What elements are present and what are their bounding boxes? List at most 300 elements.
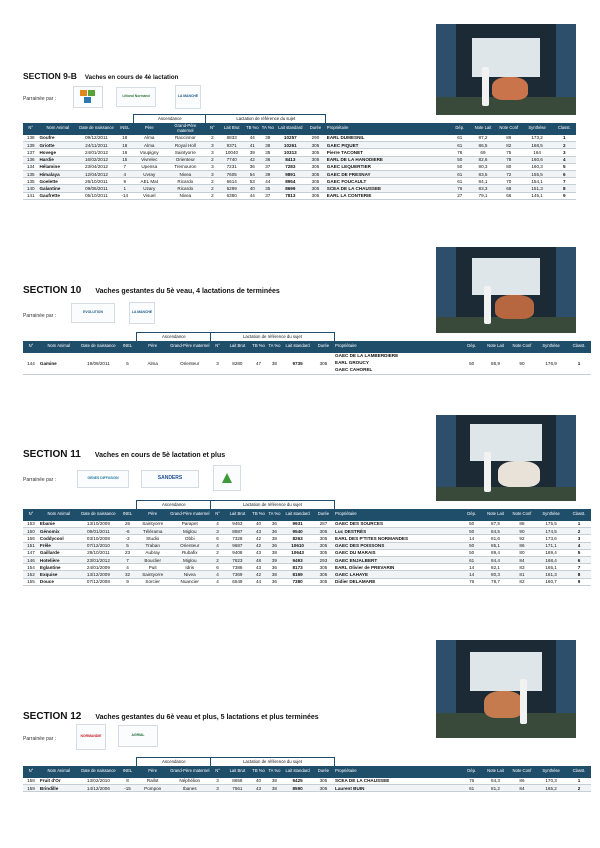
column-header: Classt. xyxy=(567,341,591,353)
table-cell: Goelette xyxy=(38,178,77,185)
table-cell: 66 xyxy=(496,192,522,199)
table-cell: 61 xyxy=(461,785,482,792)
table-cell: 305 xyxy=(313,535,334,542)
table-cell: 8263 xyxy=(282,535,312,542)
table-cell: Traban xyxy=(137,542,169,549)
table-cell: 82 xyxy=(496,142,522,149)
table-cell: 13/10/2009 xyxy=(79,521,119,528)
table-row xyxy=(23,163,576,170)
sponsor-logo: LA MANCHE xyxy=(175,85,201,109)
table-cell: 50 xyxy=(461,521,482,528)
column-header: N° xyxy=(211,341,224,353)
section-10 xyxy=(0,215,600,415)
table-cell: 03/10/2008 xyxy=(79,535,119,542)
table-cell: 36 xyxy=(245,163,260,170)
table-cell: -15 xyxy=(118,785,137,792)
table-cell: Alma xyxy=(134,142,165,149)
table-cell: Eglantine xyxy=(39,564,79,571)
table-cell: 38 xyxy=(267,778,283,785)
table-cell: 40 xyxy=(245,185,260,192)
table-cell: 38 xyxy=(260,142,275,149)
table-cell: 9493 xyxy=(282,556,312,563)
table-cell: -14 xyxy=(116,192,134,199)
section-11 xyxy=(0,415,600,640)
table-cell: 2 xyxy=(206,135,219,142)
table-cell: EARL DUMESNIL xyxy=(326,135,450,142)
table-row xyxy=(23,156,576,163)
table-cell: 2 xyxy=(567,785,591,792)
table-cell: 3 xyxy=(206,149,219,156)
table-row xyxy=(23,185,576,192)
column-header: Synthèse xyxy=(522,123,553,135)
table-cell: 144 xyxy=(23,353,39,375)
table-cell: GAEC DE FRESNAY xyxy=(326,170,450,177)
table-cell: 43 xyxy=(251,564,267,571)
column-header: TA %o xyxy=(267,509,283,521)
table-cell: GAEC PIQUET xyxy=(326,142,450,149)
table-cell: 13/02/2010 xyxy=(79,778,119,785)
table-cell: 80,3 xyxy=(482,571,508,578)
table-cell: 85,1 xyxy=(482,542,508,549)
table-cell: 50 xyxy=(461,542,482,549)
table-cell: Luc DESTRÉS xyxy=(334,528,461,535)
column-header: Nom Animal xyxy=(39,766,79,778)
table-cell: 43 xyxy=(251,528,267,535)
table-cell: 135 xyxy=(23,178,38,185)
table-cell: Vivrelec xyxy=(134,156,165,163)
sponsor-logo: SANDERS xyxy=(141,470,199,488)
table-cell: Télérama xyxy=(137,528,169,535)
column-header: INEL xyxy=(118,509,137,521)
table-cell: 39 xyxy=(260,135,275,142)
table-cell: Frêle xyxy=(39,542,79,549)
table-cell: 305 xyxy=(305,142,326,149)
table-cell: 86,9 xyxy=(482,353,508,375)
table-cell: 26/10/2011 xyxy=(77,178,116,185)
sponsor-logo xyxy=(213,465,241,491)
table-cell: 7283 xyxy=(276,163,306,170)
table-cell: 4 xyxy=(211,542,224,549)
section-12 xyxy=(0,640,600,848)
table-cell: 80 xyxy=(509,549,535,556)
sponsor-label: Parrainée par : xyxy=(23,736,57,742)
table-cell: 39 xyxy=(245,149,260,156)
table-cell: 140 xyxy=(23,185,38,192)
table-cell: 82,6 xyxy=(470,156,496,163)
table-cell: 165,1 xyxy=(535,564,567,571)
table-cell: 139 xyxy=(23,142,38,149)
table-cell: 78,7 xyxy=(482,578,508,585)
table-cell: 83,3 xyxy=(470,185,496,192)
table-cell: 164 xyxy=(522,149,553,156)
table-cell: 3 xyxy=(553,149,576,156)
table-cell: 76 xyxy=(450,149,471,156)
table-cell: 9 xyxy=(553,192,576,199)
table-cell: 168,4 xyxy=(535,556,567,563)
table-cell: 8658 xyxy=(224,778,250,785)
table-cell: 4 xyxy=(211,521,224,528)
section-9b xyxy=(0,0,600,215)
table-cell: 44 xyxy=(245,192,260,199)
table-cell: 9425 xyxy=(282,778,312,785)
table-cell: 68 xyxy=(496,185,522,192)
table-cell: 27 xyxy=(450,192,471,199)
column-header: Nom Animal xyxy=(39,341,79,353)
sponsor-logo: LA MANCHE xyxy=(129,302,155,324)
table-cell: Pompon xyxy=(137,785,169,792)
table-cell: 47 xyxy=(251,353,267,375)
table-cell: 50 xyxy=(461,528,482,535)
table-cell: 146 xyxy=(23,556,39,563)
section-title: SECTION 11 Vaches en cours de 5è lactation et plus xyxy=(23,449,226,460)
table-cell: 88 xyxy=(509,521,535,528)
column-header: TB %o xyxy=(251,341,267,353)
section-subtitle: Vaches gestantes du 5è veau, 4 lactations de terminées xyxy=(95,288,280,295)
table-cell: Himalaya xyxy=(38,170,77,177)
table-cell: Raccinnor xyxy=(165,135,206,142)
table-cell: Uzary xyxy=(134,185,165,192)
table-cell: Visuel xyxy=(134,192,165,199)
section-photo xyxy=(436,415,576,507)
section-title: SECTION 9-B Vaches en cours de 4è lactation xyxy=(23,71,179,81)
column-header: Dép. xyxy=(461,766,482,778)
table-cell: 2 xyxy=(206,192,219,199)
table-cell: SCEA DE LA CHAUSSEE xyxy=(326,185,450,192)
table-cell: 305 xyxy=(313,578,334,585)
table-cell: 4 xyxy=(211,571,224,578)
table-cell: 07/12/2010 xyxy=(79,542,119,549)
table-row xyxy=(23,535,591,542)
table-cell: Ibanes xyxy=(169,785,211,792)
table-cell: 174,5 xyxy=(535,528,567,535)
table-cell: 36 xyxy=(267,521,283,528)
table-cell: 7 xyxy=(553,178,576,185)
table-cell: 7328 xyxy=(224,535,250,542)
table-cell: 7 xyxy=(116,163,134,170)
table-cell: 7605 xyxy=(219,170,245,177)
table-cell: Génomix xyxy=(39,528,79,535)
section-subtitle: Vaches en cours de 4è lactation xyxy=(84,74,179,81)
table-cell: GAEC DES SOURCES xyxy=(334,521,461,528)
table-cell: 9463 xyxy=(224,521,250,528)
column-header: Dép. xyxy=(461,509,482,521)
table-cell: 8169 xyxy=(282,571,312,578)
table-cell: Miglou xyxy=(169,556,211,563)
table-cell: EARL DE LA HANODIERE xyxy=(326,156,450,163)
band-header-lactation: Lactation de référence du sujet xyxy=(211,333,334,341)
column-header: Lait standard xyxy=(276,123,306,135)
table-cell: 2 xyxy=(553,142,576,149)
table-cell: 84 xyxy=(509,785,535,792)
table-cell: 305 xyxy=(313,564,334,571)
table-cell: 7561 xyxy=(224,785,250,792)
section-photo xyxy=(436,247,576,339)
table-cell: 4 xyxy=(116,170,134,177)
table-cell: 24/11/2011 xyxy=(77,142,116,149)
sponsor-label: Parrainée par : xyxy=(23,313,57,319)
table-cell: 42 xyxy=(251,535,267,542)
table-cell: GAEC DU MARAIS xyxy=(334,549,461,556)
table-cell: Alma xyxy=(134,135,165,142)
band-header-ascendance: Ascendance xyxy=(134,115,206,123)
table-cell: 41 xyxy=(245,142,260,149)
table-cell: EARL Olivier de PREVARIN xyxy=(334,564,461,571)
table-cell: 152 xyxy=(23,571,39,578)
table-row xyxy=(23,549,591,556)
table-cell: 86 xyxy=(509,542,535,549)
table-cell: AEL Mat xyxy=(134,178,165,185)
table-cell: 3 xyxy=(206,163,219,170)
table-cell: 10313 xyxy=(276,149,306,156)
table-cell: Nivea xyxy=(165,192,206,199)
table-cell: 40 xyxy=(251,521,267,528)
band-header-lactation: Lactation de référence du sujet xyxy=(211,501,334,509)
table-cell: 5 xyxy=(567,549,591,556)
table-cell: 147 xyxy=(23,549,39,556)
table-cell: 6 xyxy=(211,564,224,571)
table-row xyxy=(23,353,591,375)
table-cell: 79,1 xyxy=(470,192,496,199)
table-cell: 176,9 xyxy=(535,353,567,375)
table-row xyxy=(23,528,591,535)
table-cell: Voupigny xyxy=(134,149,165,156)
column-header: Lait Brut xyxy=(219,123,245,135)
table-cell: Hovege xyxy=(38,149,77,156)
table-cell: 305 xyxy=(305,149,326,156)
section-subtitle: Vaches gestantes du 6è veau et plus, 5 lactations et plus terminées xyxy=(95,714,319,721)
table-cell: 82 xyxy=(509,578,535,585)
table-cell: 160,3 xyxy=(522,163,553,170)
table-cell: Uvray xyxy=(134,170,165,177)
table-cell: 159 xyxy=(23,785,39,792)
table-cell: 1 xyxy=(567,778,591,785)
table-cell: 8 xyxy=(118,778,137,785)
ranking-table xyxy=(23,114,576,200)
table-cell: 9735 xyxy=(282,353,312,375)
table-cell: 90 xyxy=(509,528,535,535)
table-cell: 37 xyxy=(260,192,275,199)
table-cell: Gaufrette xyxy=(38,192,77,199)
sponsor-logo: EVOLUTION xyxy=(71,303,115,323)
section-photo xyxy=(436,640,576,738)
table-cell: 44 xyxy=(245,135,260,142)
table-cell: 169,4 xyxy=(535,549,567,556)
table-cell: 135 xyxy=(23,170,38,177)
table-cell: Hotelière xyxy=(39,556,79,563)
table-cell: 151 xyxy=(23,542,39,549)
table-cell: 155,5 xyxy=(522,170,553,177)
table-cell: 24/01/2009 xyxy=(79,564,119,571)
table-cell: 7813 xyxy=(276,192,306,199)
table-cell: 7 xyxy=(118,556,137,563)
table-cell: 39 xyxy=(267,556,283,563)
table-cell: 80,3 xyxy=(470,163,496,170)
column-header: Date de naissance xyxy=(77,123,116,135)
table-cell: 7231 xyxy=(219,163,245,170)
table-cell: 4 xyxy=(567,542,591,549)
table-cell: Saintyorre xyxy=(137,571,169,578)
column-header: Date de naissance xyxy=(79,766,119,778)
table-cell: 5 xyxy=(118,542,137,549)
sponsor-logo: AGRIAL xyxy=(118,725,158,747)
table-cell: 9931 xyxy=(282,521,312,528)
table-cell: Galantine xyxy=(38,185,77,192)
table-cell: 53 xyxy=(245,178,260,185)
table-cell: GAEC LEQUERTIER xyxy=(326,163,450,170)
table-cell: 76 xyxy=(461,778,482,785)
table-cell: 293 xyxy=(313,556,334,563)
table-cell: 14 xyxy=(461,571,482,578)
column-header: TA %o xyxy=(267,341,283,353)
table-cell: 6549 xyxy=(224,578,250,585)
ranking-table xyxy=(23,757,591,792)
table-cell: 44 xyxy=(260,178,275,185)
table-row xyxy=(23,135,576,142)
table-cell: Puit xyxy=(137,564,169,571)
table-cell: 07/12/2008 xyxy=(79,578,119,585)
table-row xyxy=(23,785,591,792)
column-header: TA %o xyxy=(267,766,283,778)
column-header: Durée xyxy=(305,123,326,135)
section-photo xyxy=(436,24,576,122)
table-cell: 84 xyxy=(509,556,535,563)
table-cell: 154,1 xyxy=(522,178,553,185)
table-cell: Hardie xyxy=(38,156,77,163)
table-cell: 23/04/2012 xyxy=(77,163,116,170)
table-cell: 76 xyxy=(461,578,482,585)
table-cell: 290 xyxy=(305,135,326,142)
table-cell: 75 xyxy=(496,149,522,156)
table-cell: 7 xyxy=(567,564,591,571)
table-cell: 9371 xyxy=(219,142,245,149)
column-header: N° xyxy=(23,766,39,778)
table-cell: 36 xyxy=(267,578,283,585)
column-header: Dép. xyxy=(450,123,471,135)
table-cell: 83,5 xyxy=(470,170,496,177)
table-cell: Nivea xyxy=(165,170,206,177)
table-cell: 134 xyxy=(23,163,38,170)
table-cell: Orienteur xyxy=(169,542,211,549)
table-cell: Fruit d'Or xyxy=(39,778,79,785)
table-cell: 82,1 xyxy=(482,564,508,571)
table-cell: 43 xyxy=(251,549,267,556)
column-header: Note Lait xyxy=(482,509,508,521)
column-header: Note Lait xyxy=(470,123,496,135)
table-cell: 50 xyxy=(450,156,471,163)
column-header: N° xyxy=(211,766,224,778)
table-cell: Nivea xyxy=(169,571,211,578)
table-cell: 8833 xyxy=(219,135,245,142)
table-cell: 1 xyxy=(553,135,576,142)
table-cell: 9 xyxy=(567,578,591,585)
table-cell: Ricardo xyxy=(165,185,206,192)
table-cell: Gaillarde xyxy=(39,549,79,556)
table-cell: 42 xyxy=(251,542,267,549)
table-cell: Aubray xyxy=(137,549,169,556)
table-cell: 9 xyxy=(116,178,134,185)
table-cell: 3 xyxy=(206,170,219,177)
table-cell: 2 xyxy=(206,185,219,192)
table-cell: 89,4 xyxy=(482,549,508,556)
table-cell: 40 xyxy=(251,778,267,785)
table-cell: 6614 xyxy=(219,178,245,185)
table-cell: 61 xyxy=(450,178,471,185)
column-header: Note Conf xyxy=(509,766,535,778)
table-cell: 6 xyxy=(211,535,224,542)
table-cell: 14 xyxy=(461,564,482,571)
table-cell: 160,6 xyxy=(522,156,553,163)
table-cell: 8954 xyxy=(276,178,306,185)
table-cell: 18 xyxy=(116,142,134,149)
band-header-ascendance: Ascendance xyxy=(137,501,211,509)
table-cell: 5 xyxy=(118,353,137,375)
table-cell: 137 xyxy=(23,149,38,156)
table-cell: 10261 xyxy=(276,142,306,149)
column-header: TA %o xyxy=(260,123,275,135)
table-cell: 69 xyxy=(470,149,496,156)
table-cell: 8413 xyxy=(276,156,306,163)
table-cell: 154 xyxy=(23,564,39,571)
column-header: Propriétaire xyxy=(334,341,461,353)
table-cell: 84,4 xyxy=(482,556,508,563)
table-cell: 155 xyxy=(23,578,39,585)
table-cell: 23/01/2012 xyxy=(79,556,119,563)
table-cell: 50 xyxy=(461,353,482,375)
table-cell: 36 xyxy=(267,542,283,549)
column-header: Grand-Père maternel xyxy=(169,341,211,353)
column-header: Propriétaire xyxy=(334,509,461,521)
table-cell: 305 xyxy=(313,528,334,535)
table-cell: -3 xyxy=(118,535,137,542)
table-cell: 10610 xyxy=(282,542,312,549)
ranking-table xyxy=(23,500,591,586)
table-cell: Coddycool xyxy=(39,535,79,542)
sponsor-label: Parrainée par : xyxy=(23,96,57,102)
table-cell: -6 xyxy=(118,528,137,535)
table-cell: 138 xyxy=(23,135,38,142)
column-header: Nom Animal xyxy=(39,509,79,521)
table-cell: 44 xyxy=(251,578,267,585)
table-cell: 61 xyxy=(450,170,471,177)
table-cell: 3 xyxy=(206,142,219,149)
table-cell: 14 xyxy=(461,535,482,542)
column-header: Synthèse xyxy=(535,341,567,353)
table-cell: 4 xyxy=(553,156,576,163)
table-cell: 80 xyxy=(496,163,522,170)
table-cell: 84,5 xyxy=(482,528,508,535)
table-cell: 173,6 xyxy=(535,535,567,542)
table-cell: Saintyorre xyxy=(137,521,169,528)
sponsor-label: Parrainée par : xyxy=(23,477,57,483)
table-cell: 87,5 xyxy=(482,521,508,528)
table-cell: 305 xyxy=(305,178,326,185)
table-cell: 78 xyxy=(496,156,522,163)
ranking-table xyxy=(23,332,591,375)
column-header: Père xyxy=(137,509,169,521)
column-header: Lait Brut xyxy=(224,341,250,353)
table-cell: Brindille xyxy=(39,785,79,792)
column-header: TB %o xyxy=(251,509,267,521)
table-cell: 9408 xyxy=(224,549,250,556)
table-cell: GAEC LAHAYE xyxy=(334,571,461,578)
column-header: Propriétaire xyxy=(334,766,461,778)
table-cell: 32 xyxy=(118,571,137,578)
table-cell: 61 xyxy=(461,556,482,563)
table-cell: 09/06/2011 xyxy=(77,185,116,192)
table-cell: 86 xyxy=(509,778,535,785)
table-cell: 9 xyxy=(118,578,137,585)
table-cell: 8280 xyxy=(224,353,250,375)
